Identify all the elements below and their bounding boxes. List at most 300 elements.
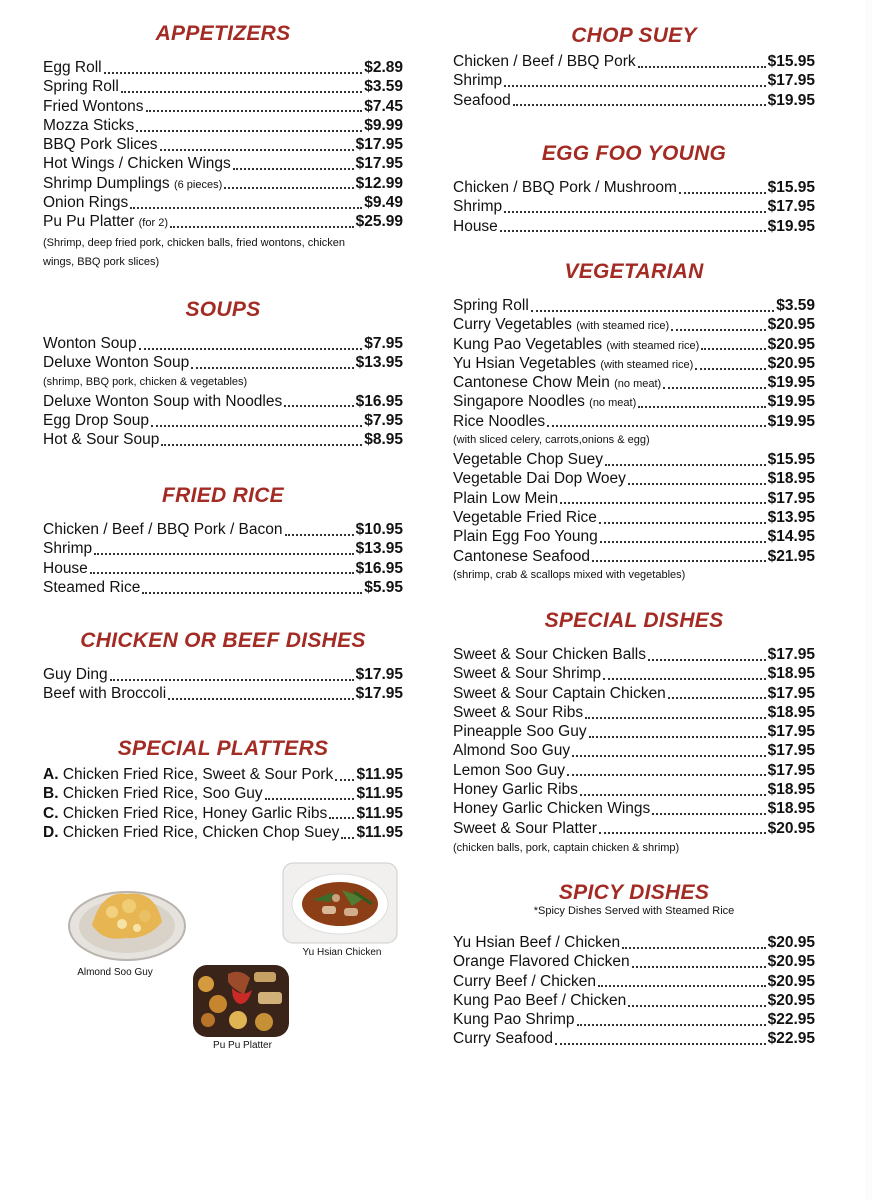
menu-item-label: Deluxe Wonton Soup (43, 354, 190, 372)
chicken-beef-section (43, 627, 403, 704)
menu-item-label: Steamed Rice (43, 578, 141, 596)
yu-hsian-chicken-photo (282, 862, 398, 944)
menu-item-label: Mozza Sticks (43, 116, 135, 134)
menu-item (43, 174, 403, 193)
dot-leader (648, 659, 766, 661)
dot-leader (285, 534, 354, 536)
dot-leader (341, 837, 354, 839)
menu-item-name (43, 193, 128, 212)
menu-item-name (453, 354, 693, 375)
menu-item (43, 154, 403, 173)
dot-leader (329, 817, 354, 819)
menu-item (453, 799, 815, 818)
menu-item-name (43, 765, 333, 784)
chop-suey-section (453, 22, 815, 110)
menu-item-letter: D. (43, 823, 59, 841)
section-title: SPICY DISHES (558, 881, 710, 904)
menu-item (453, 71, 815, 90)
menu-item (453, 684, 815, 703)
menu-item-price: $7.95 (364, 411, 403, 429)
menu-item-price: $17.95 (767, 684, 815, 702)
menu-item-price: $11.95 (356, 823, 403, 841)
menu-item (43, 58, 403, 77)
soups-list (43, 334, 403, 449)
yu-hsian-chicken-caption: Yu Hsian Chicken (302, 947, 382, 958)
menu-item (453, 761, 815, 780)
menu-item-note: (6 pieces) (173, 178, 223, 191)
menu-item-label: Sweet & Sour Chicken Balls (453, 646, 646, 663)
menu-item-label: Honey Garlic Chicken Wings (453, 800, 651, 818)
menu-item-name (453, 217, 498, 236)
menu-item-price: $19.95 (767, 91, 815, 109)
menu-item-name (453, 469, 626, 488)
menu-item-price: $5.95 (364, 578, 403, 596)
menu-item-name (453, 819, 597, 838)
menu-item-label: Curry Beef / Chicken (453, 972, 596, 990)
menu-item-price: $9.99 (364, 116, 403, 134)
menu-item-name (453, 489, 558, 508)
menu-item-price: $17.95 (355, 136, 403, 154)
dot-leader (599, 832, 766, 834)
almond-soo-guy-caption: Almond Soo Guy (77, 967, 153, 978)
menu-item-name (453, 335, 699, 356)
menu-item-name (453, 684, 666, 703)
menu-item-name (43, 58, 102, 77)
menu-item-label: Guy Ding (43, 666, 108, 683)
spicy-dishes-list (453, 933, 815, 1049)
menu-item-name (453, 933, 620, 952)
menu-item-price: $18.95 (767, 665, 815, 683)
menu-item-note: (no meat) (589, 397, 637, 410)
menu-item-label: Yu Hsian Vegetables (453, 354, 597, 372)
section-title: EGG FOO YOUNG (541, 142, 727, 165)
menu-item-price: $19.95 (767, 217, 815, 235)
menu-item (453, 469, 815, 488)
dot-leader (504, 85, 765, 87)
dot-leader (580, 794, 766, 796)
menu-item (453, 450, 815, 469)
menu-item-note: (no meat) (614, 378, 662, 391)
menu-item-name (453, 722, 587, 741)
menu-item-name (453, 527, 598, 546)
dot-leader (572, 755, 765, 757)
menu-item-note: (with steamed rice) (600, 358, 694, 371)
menu-item-price: $7.95 (364, 335, 403, 352)
menu-item-label: Cantonese Chow Mein (453, 374, 610, 392)
dot-leader (191, 367, 353, 369)
menu-item-name (453, 315, 669, 336)
menu-item-name (43, 559, 88, 578)
menu-item-price: $20.95 (767, 335, 815, 353)
menu-item-price: $20.95 (767, 934, 815, 951)
menu-item-name (43, 578, 140, 597)
menu-item (453, 217, 815, 236)
appetizers-list (43, 58, 403, 232)
menu-item-price: $17.95 (767, 742, 815, 760)
menu-item-note: (with steamed rice) (576, 320, 670, 333)
menu-item-name (453, 296, 529, 315)
menu-item-label: Curry Seafood (453, 1030, 553, 1048)
menu-item-label: BBQ Pork Slices (43, 136, 158, 154)
menu-item-name (453, 508, 597, 527)
menu-item-label: Chicken Fried Rice, Chicken Chop Suey (62, 823, 340, 841)
menu-item-label: Plain Egg Foo Young (453, 528, 598, 546)
menu-item-label: Pineapple Soo Guy (453, 723, 587, 741)
dot-leader (146, 110, 363, 112)
menu-item-price: $17.95 (767, 72, 815, 90)
menu-item-price: $17.95 (355, 666, 403, 683)
menu-item-name (43, 334, 137, 353)
menu-item-price: $20.95 (767, 819, 815, 837)
special-dishes-list (453, 645, 815, 838)
menu-item-label: Kung Pao Shrimp (453, 1011, 575, 1029)
dot-leader (638, 406, 765, 408)
menu-item-name (453, 761, 565, 780)
menu-item-name (453, 741, 570, 760)
dot-leader (599, 522, 766, 524)
menu-item (453, 780, 815, 799)
dot-leader (585, 717, 765, 719)
menu-item-price: $16.95 (355, 559, 403, 577)
menu-item (43, 559, 403, 578)
menu-item-price: $20.95 (767, 953, 815, 971)
dot-leader (504, 211, 765, 213)
menu-item-label: Sweet & Sour Shrimp (453, 665, 602, 683)
menu-item-label: Singapore Noodles (453, 393, 585, 411)
egg-foo-young-section (453, 140, 815, 236)
dot-leader (592, 560, 766, 562)
menu-item (43, 430, 403, 449)
menu-item (453, 197, 815, 216)
dot-leader (139, 348, 363, 350)
menu-item-label: Curry Vegetables (453, 316, 572, 334)
spicy-dishes-section (453, 879, 815, 1049)
dot-leader (567, 774, 766, 776)
menu-item (43, 665, 403, 684)
menu-item-price: $13.95 (355, 540, 403, 558)
menu-item (43, 212, 403, 231)
menu-item-label: Deluxe Wonton Soup with Noodles (43, 392, 283, 410)
menu-item-label: Sweet & Sour Captain Chicken (453, 684, 666, 702)
menu-item-name (453, 71, 502, 90)
dot-leader (136, 130, 362, 132)
dot-leader (531, 310, 774, 312)
special-platters-list (43, 765, 403, 842)
menu-item-name (43, 784, 263, 803)
menu-item (453, 412, 815, 431)
dot-leader (577, 1024, 766, 1026)
menu-item-price: $19.95 (767, 374, 815, 392)
egg-foo-young-list (453, 178, 815, 236)
menu-item-label: Orange Flavored Chicken (453, 953, 630, 971)
menu-item-label: Fried Wontons (43, 97, 144, 115)
section-title: SOUPS (185, 298, 261, 321)
menu-item-label: Chicken Fried Rice, Sweet & Sour Pork (62, 766, 334, 783)
menu-item-name (43, 353, 189, 372)
menu-item-name (453, 412, 545, 431)
menu-item-name (43, 539, 92, 558)
pu-pu-platter-caption: Pu Pu Platter (213, 1040, 272, 1051)
section-title: CHOP SUEY (571, 24, 697, 47)
menu-item (43, 135, 403, 154)
dot-leader (335, 779, 354, 781)
chicken-beef-list (43, 665, 403, 704)
menu-item-price: $12.99 (355, 174, 403, 192)
dot-leader (121, 91, 362, 93)
menu-item-price: $10.95 (355, 521, 403, 538)
menu-item-price: $22.95 (767, 1011, 815, 1029)
menu-item-price: $21.95 (767, 547, 815, 565)
menu-item (453, 373, 815, 392)
menu-item (453, 527, 815, 546)
menu-item-label: Kung Pao Beef / Chicken (453, 991, 627, 1009)
menu-item (453, 354, 815, 373)
menu-item-name (43, 411, 149, 430)
menu-item-name (43, 212, 168, 233)
menu-item-label: Sweet & Sour Ribs (453, 703, 584, 721)
menu-item-label: Onion Rings (43, 194, 129, 212)
menu-item (453, 1010, 815, 1029)
dot-leader (513, 104, 766, 106)
menu-item-name (43, 430, 159, 449)
dot-leader (170, 226, 354, 228)
menu-item-label: Hot & Sour Soup (43, 431, 160, 449)
menu-item-label: Seafood (453, 91, 511, 109)
menu-item (453, 819, 815, 838)
menu-item-price: $7.45 (364, 97, 403, 115)
dot-leader (663, 387, 765, 389)
menu-item-price: $19.95 (767, 393, 815, 411)
menu-item-price: $18.95 (767, 703, 815, 721)
dot-leader (284, 405, 353, 407)
menu-item (43, 411, 403, 430)
menu-item (453, 645, 815, 664)
dot-leader (600, 541, 766, 543)
menu-item (453, 1029, 815, 1048)
dot-leader (701, 348, 765, 350)
menu-item-label: Shrimp (453, 198, 503, 216)
menu-item (43, 193, 403, 212)
dot-leader (90, 572, 354, 574)
menu-item (43, 823, 403, 842)
menu-item-label: Lemon Soo Guy (453, 761, 566, 779)
menu-item-name (453, 91, 511, 110)
menu-item-name (453, 703, 583, 722)
menu-item-price: $20.95 (767, 972, 815, 990)
menu-item-label: Cantonese Seafood (453, 547, 591, 565)
dot-leader (265, 798, 355, 800)
menu-item-price: $3.59 (364, 78, 403, 96)
dot-leader (632, 966, 766, 968)
menu-item-price: $11.95 (356, 766, 403, 783)
menu-item-price: $17.95 (767, 198, 815, 216)
dot-leader (622, 947, 765, 949)
section-title: VEGETARIAN (564, 260, 704, 283)
menu-item-price: $11.95 (356, 804, 403, 822)
menu-item-name (453, 178, 677, 197)
menu-item-price: $3.59 (776, 297, 815, 314)
vegetarian-section (453, 258, 815, 585)
dot-leader (500, 230, 766, 232)
dot-leader (151, 425, 362, 427)
menu-item (453, 178, 815, 197)
dot-leader (638, 66, 766, 68)
menu-item (453, 952, 815, 971)
dot-leader (110, 679, 354, 681)
menu-item-price: $14.95 (767, 528, 815, 546)
menu-item-label: Pu Pu Platter (43, 213, 135, 231)
menu-item-label: Vegetable Dai Dop Woey (453, 470, 626, 488)
menu-item (453, 722, 815, 741)
menu-item-label: Hot Wings / Chicken Wings (43, 155, 231, 173)
menu-item (43, 684, 403, 703)
menu-item (453, 489, 815, 508)
menu-item-label: Chicken Fried Rice, Soo Guy (62, 785, 263, 803)
dot-leader (130, 207, 362, 209)
dot-leader (671, 329, 765, 331)
pu-pu-platter-photo (192, 964, 290, 1038)
special-dishes-section (453, 607, 815, 858)
dot-leader (160, 149, 354, 151)
menu-item-letter: B. (43, 785, 59, 803)
menu-item-name (43, 823, 339, 842)
menu-item-name (43, 154, 231, 173)
menu-item-name (453, 547, 590, 566)
fried-rice-list (43, 520, 403, 597)
section-title: FRIED RICE (161, 484, 284, 507)
menu-item (453, 52, 815, 71)
menu-item (43, 765, 403, 784)
dot-leader (679, 192, 766, 194)
appetizers-footnote-2: wings, BBQ pork slices) (43, 255, 160, 268)
vegetarian-list (453, 296, 815, 585)
menu-item-price: $22.95 (767, 1030, 815, 1048)
menu-item-name (453, 52, 636, 71)
menu-item (43, 334, 403, 353)
menu-item-label: Shrimp Dumplings (43, 174, 170, 192)
menu-item-name (43, 97, 144, 116)
menu-item-price: $15.95 (767, 53, 815, 70)
menu-item-name (43, 392, 282, 411)
menu-item-name (453, 952, 630, 971)
menu-item-note: (with steamed rice) (606, 339, 700, 352)
menu-item-label: House (43, 559, 88, 577)
dot-leader (598, 985, 766, 987)
menu-item-label: Spring Roll (453, 297, 529, 314)
menu-item (453, 335, 815, 354)
menu-item-label: Kung Pao Vegetables (453, 335, 603, 353)
dot-leader (224, 187, 353, 189)
section-title: SPECIAL DISHES (544, 609, 724, 632)
menu-item-name (453, 450, 603, 469)
special-dishes-footnote: (chicken balls, pork, captain chicken & shrimp) (453, 841, 680, 854)
menu-item-price: $17.95 (767, 489, 815, 507)
dot-leader (603, 678, 765, 680)
menu-item (43, 520, 403, 539)
menu-item (43, 392, 403, 411)
dot-leader (589, 736, 766, 738)
menu-item-name (43, 520, 283, 539)
menu-item-description: (shrimp, BBQ pork, chicken & vegetables) (43, 375, 248, 388)
menu-item-label: Chicken / Beef / BBQ Pork (453, 53, 636, 70)
menu-item-price: $25.99 (355, 213, 403, 231)
soups-section (43, 296, 403, 449)
menu-item (43, 784, 403, 803)
menu-item-label: Chicken / BBQ Pork / Mushroom (453, 179, 677, 196)
appetizers-footnote-1: (Shrimp, deep fried pork, chicken balls, fried wontons, chicken (43, 236, 346, 249)
menu-item (453, 933, 815, 952)
menu-item-label: Plain Low Mein (453, 489, 559, 507)
special-platters-section (43, 735, 403, 842)
menu-item-name (453, 373, 661, 394)
menu-item-label: Chicken / Beef / BBQ Pork / Bacon (43, 521, 283, 538)
fried-rice-section (43, 482, 403, 597)
menu-item-description: (shrimp, crab & scallops mixed with vegetables) (453, 568, 686, 581)
dot-leader (560, 502, 765, 504)
dot-leader (555, 1043, 766, 1045)
section-title: CHICKEN OR BEEF DISHES (80, 629, 366, 652)
menu-item-name (453, 1010, 575, 1029)
menu-item-label: Vegetable Fried Rice (453, 508, 597, 526)
menu-item (453, 703, 815, 722)
menu-item-price: $20.95 (767, 991, 815, 1009)
menu-item-label: Beef with Broccoli (43, 685, 167, 703)
menu-item-name (453, 780, 578, 799)
menu-item-label: Yu Hsian Beef / Chicken (453, 934, 621, 951)
menu-item (453, 972, 815, 991)
menu-item-price: $8.95 (364, 431, 403, 449)
menu-item-price: $16.95 (355, 392, 403, 410)
menu-item (43, 539, 403, 558)
menu-item-name (453, 1029, 553, 1048)
menu-item (43, 353, 403, 372)
menu-item-label: Egg Roll (43, 59, 102, 76)
menu-item-name (43, 684, 166, 703)
menu-item (43, 804, 403, 823)
dot-leader (605, 464, 766, 466)
menu-item-letter: A. (43, 766, 59, 783)
menu-item-price: $15.95 (767, 179, 815, 196)
menu-item-label: Egg Drop Soup (43, 411, 149, 429)
menu-item-label: Spring Roll (43, 78, 119, 96)
dot-leader (668, 697, 766, 699)
menu-item-name (453, 799, 650, 818)
dot-leader (233, 168, 354, 170)
chop-suey-list (453, 52, 815, 110)
menu-item-label: Vegetable Chop Suey (453, 451, 603, 469)
menu-item-description: (with sliced celery, carrots,onions & egg) (453, 434, 650, 447)
menu-item-price: $13.95 (767, 508, 815, 526)
dot-leader (695, 368, 765, 370)
menu-item-name (453, 197, 502, 216)
menu-item-name (453, 664, 601, 683)
menu-item-name (453, 392, 636, 413)
menu-item-name (43, 665, 108, 684)
menu-item-price: $20.95 (767, 354, 815, 372)
dot-leader (628, 1005, 765, 1007)
menu-item-label: Wonton Soup (43, 335, 137, 352)
menu-item-price: $2.89 (364, 59, 403, 76)
dot-leader (652, 813, 765, 815)
menu-item-name (453, 645, 646, 664)
almond-soo-guy-photo (67, 880, 187, 965)
menu-item-price: $17.95 (355, 685, 403, 703)
menu-item-price: $17.95 (767, 761, 815, 779)
menu-item-price: $11.95 (356, 785, 403, 803)
menu-item (453, 991, 815, 1010)
menu-item-name (43, 804, 327, 823)
menu-item (43, 97, 403, 116)
